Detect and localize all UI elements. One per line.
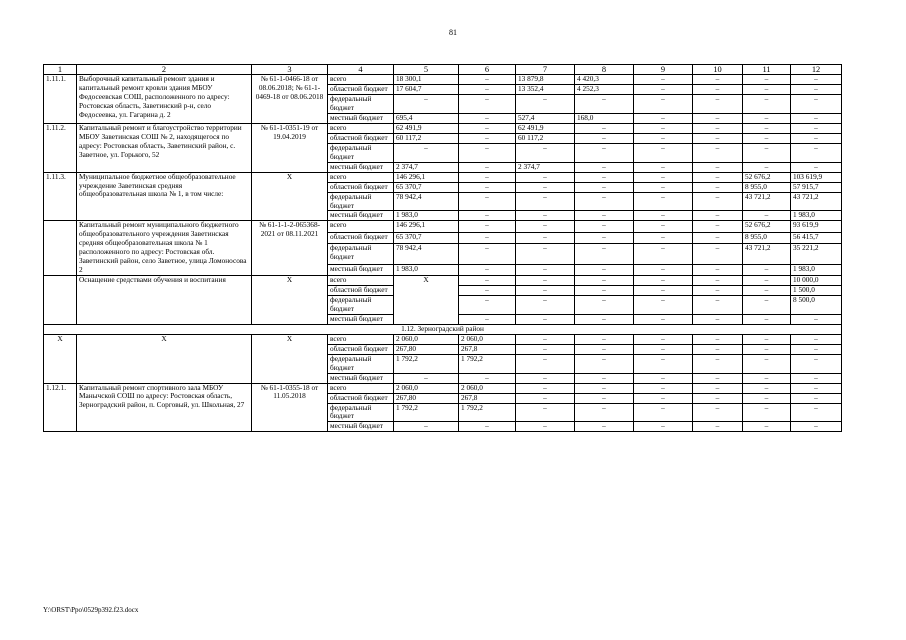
value-cell: 267,8	[459, 393, 516, 403]
value-cell: –	[791, 334, 842, 344]
value-cell: –	[791, 383, 842, 393]
value-cell: –	[516, 334, 575, 344]
value-cell: –	[516, 182, 575, 192]
table-row	[44, 383, 842, 393]
item-document: Х	[252, 275, 328, 324]
value-cell: –	[575, 211, 634, 221]
value-cell: –	[743, 85, 791, 95]
value-cell: –	[743, 354, 791, 373]
value-cell: 65 370,7	[394, 182, 459, 192]
value-cell: –	[693, 192, 743, 211]
funding-source-label: местный бюджет	[328, 211, 394, 221]
column-header: 4	[328, 65, 394, 75]
value-cell: –	[791, 95, 842, 114]
value-cell: 43 721,2	[743, 243, 791, 264]
value-cell: –	[575, 285, 634, 295]
value-cell: –	[743, 211, 791, 221]
value-cell: –	[575, 243, 634, 264]
value-cell: 695,4	[394, 113, 459, 123]
funding-source-label: местный бюджет	[328, 113, 394, 123]
value-cell: –	[459, 123, 516, 133]
value-cell: –	[791, 393, 842, 403]
funding-source-label: местный бюджет	[328, 314, 394, 324]
column-header: 7	[516, 65, 575, 75]
value-cell: –	[743, 295, 791, 314]
value-cell: –	[575, 422, 634, 432]
value-cell: –	[743, 383, 791, 393]
value-cell: –	[693, 264, 743, 275]
value-cell: –	[459, 75, 516, 85]
value-cell: –	[743, 373, 791, 383]
value-cell: –	[575, 143, 634, 162]
funding-source-label: областной бюджет	[328, 285, 394, 295]
item-document: № 61-1-0466-18 от 08.06.2018; № 61-1-0469-18 от 08.06.2018	[252, 75, 328, 124]
value-cell: –	[459, 264, 516, 275]
value-cell: 1 792,2	[394, 354, 459, 373]
value-cell: 13 352,4	[516, 85, 575, 95]
value-cell: 527,4	[516, 113, 575, 123]
value-cell: –	[743, 403, 791, 422]
funding-source-label: областной бюджет	[328, 85, 394, 95]
value-cell: –	[459, 295, 516, 314]
value-cell: –	[791, 403, 842, 422]
value-cell: –	[791, 113, 842, 123]
value-cell: –	[516, 143, 575, 162]
value-cell: –	[693, 95, 743, 114]
value-cell: –	[394, 422, 459, 432]
table-row	[44, 221, 842, 232]
value-cell: 2 374,7	[394, 162, 459, 172]
value-cell: –	[634, 95, 693, 114]
value-cell: 146 296,1	[394, 221, 459, 232]
value-cell: –	[693, 143, 743, 162]
funding-source-label: федеральный бюджет	[328, 403, 394, 422]
value-cell: –	[743, 264, 791, 275]
item-number	[44, 221, 77, 275]
value-cell: –	[634, 182, 693, 192]
funding-source-label: федеральный бюджет	[328, 354, 394, 373]
value-cell: –	[743, 143, 791, 162]
value-cell: –	[459, 285, 516, 295]
funding-source-label: всего	[328, 221, 394, 232]
value-cell: 267,80	[394, 393, 459, 403]
funding-source-label: областной бюджет	[328, 344, 394, 354]
item-document: Х	[252, 172, 328, 221]
value-cell: –	[516, 314, 575, 324]
item-document: Х	[252, 334, 328, 383]
value-cell: 267,80	[394, 344, 459, 354]
funding-source-label: федеральный бюджет	[328, 95, 394, 114]
value-cell: –	[459, 232, 516, 243]
funding-source-label: областной бюджет	[328, 133, 394, 143]
item-name: Муниципальное бюджетное общеобразовательное учреждение Заветинская средняя общеобразовательная школа № 1, в том числе:	[77, 172, 252, 221]
value-cell: –	[516, 275, 575, 285]
value-cell: –	[634, 75, 693, 85]
value-cell: –	[394, 143, 459, 162]
value-cell: –	[743, 162, 791, 172]
file-path-footer: Y:\ORST\Ppo\0529p392.f23.docx	[43, 606, 139, 614]
value-cell: –	[516, 403, 575, 422]
value-cell: –	[634, 285, 693, 295]
funding-source-label: областной бюджет	[328, 393, 394, 403]
value-cell: –	[791, 133, 842, 143]
value-cell: –	[693, 403, 743, 422]
value-cell: –	[575, 182, 634, 192]
value-cell: 2 374,7	[516, 162, 575, 172]
value-cell: –	[634, 243, 693, 264]
value-cell: 10 000,0	[791, 275, 842, 285]
value-cell: –	[791, 75, 842, 85]
table-row	[44, 172, 842, 182]
value-cell: –	[693, 422, 743, 432]
funding-source-label: местный бюджет	[328, 162, 394, 172]
value-cell: –	[634, 232, 693, 243]
value-cell: 8 955,0	[743, 232, 791, 243]
value-cell: –	[575, 373, 634, 383]
value-cell: –	[575, 172, 634, 182]
value-cell: –	[693, 243, 743, 264]
value-cell: –	[459, 172, 516, 182]
value-cell: –	[743, 123, 791, 133]
value-cell: –	[459, 182, 516, 192]
funding-source-label: всего	[328, 172, 394, 182]
value-cell: –	[459, 422, 516, 432]
value-cell: –	[634, 264, 693, 275]
funding-source-label: областной бюджет	[328, 182, 394, 192]
table-row	[44, 75, 842, 85]
value-cell: –	[634, 393, 693, 403]
value-cell: –	[516, 172, 575, 182]
value-cell: –	[693, 182, 743, 192]
value-cell: –	[791, 123, 842, 133]
value-cell: –	[634, 221, 693, 232]
value-cell: –	[634, 85, 693, 95]
value-cell: –	[394, 373, 459, 383]
value-cell: –	[575, 354, 634, 373]
value-cell: –	[634, 162, 693, 172]
value-cell: –	[575, 192, 634, 211]
merged-total-cell: Х	[394, 275, 459, 324]
value-cell: 267,8	[459, 344, 516, 354]
funding-source-label: местный бюджет	[328, 373, 394, 383]
funding-source-label: федеральный бюджет	[328, 192, 394, 211]
value-cell: –	[516, 221, 575, 232]
value-cell: 52 676,2	[743, 221, 791, 232]
value-cell: –	[634, 133, 693, 143]
value-cell: –	[743, 314, 791, 324]
value-cell: –	[575, 275, 634, 285]
column-header-row	[44, 65, 842, 75]
item-number: 1.11.3.	[44, 172, 77, 221]
item-number: 1.11.2.	[44, 123, 77, 172]
value-cell: –	[575, 314, 634, 324]
value-cell: 78 942,4	[394, 192, 459, 211]
value-cell: –	[459, 221, 516, 232]
item-name: Оснащение средствами обучения и воспитания	[77, 275, 252, 324]
value-cell: –	[516, 285, 575, 295]
value-cell: –	[693, 172, 743, 182]
value-cell: –	[575, 133, 634, 143]
value-cell: –	[575, 264, 634, 275]
column-header: 6	[459, 65, 516, 75]
value-cell: –	[743, 95, 791, 114]
value-cell: 60 117,2	[394, 133, 459, 143]
value-cell: –	[693, 85, 743, 95]
value-cell: 93 619,9	[791, 221, 842, 232]
value-cell: –	[575, 123, 634, 133]
value-cell: –	[634, 383, 693, 393]
item-name: Капитальный ремонт муниципального бюджетного общеобразовательного учреждения Заветинская средняя общеобразовательная школа № 1 расположенного по адресу: Ростовская обл. Заветинский район, село Заветное, улица Ломоносова 2	[77, 221, 252, 275]
value-cell: 2 060,0	[459, 334, 516, 344]
value-cell: –	[693, 275, 743, 285]
funding-source-label: федеральный бюджет	[328, 295, 394, 314]
table-row	[44, 275, 842, 285]
value-cell: –	[459, 113, 516, 123]
item-number: 1.11.1.	[44, 75, 77, 124]
value-cell: 4 420,3	[575, 75, 634, 85]
value-cell: –	[693, 373, 743, 383]
value-cell: –	[693, 75, 743, 85]
value-cell: –	[516, 264, 575, 275]
value-cell: –	[575, 344, 634, 354]
value-cell: –	[791, 162, 842, 172]
item-number: Х	[44, 334, 77, 383]
table-row	[44, 334, 842, 344]
item-name: Выборочный капитальный ремонт здания и капитальный ремонт кровли здания МБОУ Федосеевская СОШ, расположенного по адресу: Ростовская область, Заветинский р-н, село Федосеевка, ул. Гагарина д. 2	[77, 75, 252, 124]
value-cell: –	[459, 243, 516, 264]
value-cell: –	[743, 285, 791, 295]
table-row	[44, 123, 842, 133]
value-cell: –	[693, 383, 743, 393]
value-cell: 1 792,2	[394, 403, 459, 422]
value-cell: 78 942,4	[394, 243, 459, 264]
funding-source-label: местный бюджет	[328, 264, 394, 275]
value-cell: –	[575, 162, 634, 172]
value-cell: 4 252,3	[575, 85, 634, 95]
value-cell: –	[516, 243, 575, 264]
column-header: 8	[575, 65, 634, 75]
value-cell: –	[791, 314, 842, 324]
value-cell: –	[634, 192, 693, 211]
column-header: 3	[252, 65, 328, 75]
value-cell: –	[575, 221, 634, 232]
value-cell: 2 060,0	[394, 383, 459, 393]
value-cell: –	[693, 221, 743, 232]
item-name: Капитальный ремонт и благоустройство территории МБОУ Заветинская СОШ № 2, находящегося по адресу: Ростовская область, Заветинский район, с. Заветное, ул. Горького, 52	[77, 123, 252, 172]
value-cell: –	[743, 422, 791, 432]
value-cell: 168,0	[575, 113, 634, 123]
value-cell: –	[516, 344, 575, 354]
item-name: Х	[77, 334, 252, 383]
funding-source-label: местный бюджет	[328, 422, 394, 432]
value-cell: 1 792,2	[459, 354, 516, 373]
value-cell: –	[693, 113, 743, 123]
value-cell: –	[516, 192, 575, 211]
value-cell: –	[516, 232, 575, 243]
column-header: 10	[693, 65, 743, 75]
section-title: 1.12. Зерноградский район	[44, 324, 842, 334]
value-cell: 65 370,7	[394, 232, 459, 243]
value-cell: 43 721,2	[743, 192, 791, 211]
value-cell: –	[693, 232, 743, 243]
value-cell: 8 955,0	[743, 182, 791, 192]
value-cell: –	[575, 403, 634, 422]
value-cell: –	[516, 393, 575, 403]
value-cell: –	[575, 334, 634, 344]
value-cell: –	[634, 143, 693, 162]
value-cell: 62 491,9	[394, 123, 459, 133]
value-cell: –	[791, 373, 842, 383]
value-cell: –	[693, 162, 743, 172]
item-document: № 61-1-0355-18 от 11.05.2018	[252, 383, 328, 432]
value-cell: –	[791, 85, 842, 95]
value-cell: –	[743, 344, 791, 354]
funding-source-label: всего	[328, 275, 394, 285]
value-cell: –	[634, 334, 693, 344]
value-cell: –	[516, 295, 575, 314]
funding-source-label: всего	[328, 334, 394, 344]
value-cell: 43 721,2	[791, 192, 842, 211]
funding-source-label: всего	[328, 123, 394, 133]
value-cell: –	[516, 354, 575, 373]
section-row	[44, 324, 842, 334]
value-cell: –	[459, 143, 516, 162]
value-cell: –	[791, 422, 842, 432]
funding-source-label: федеральный бюджет	[328, 143, 394, 162]
value-cell: –	[394, 95, 459, 114]
value-cell: –	[634, 211, 693, 221]
value-cell: –	[693, 133, 743, 143]
value-cell: –	[743, 113, 791, 123]
value-cell: 1 792,2	[459, 403, 516, 422]
column-header: 12	[791, 65, 842, 75]
value-cell: –	[634, 354, 693, 373]
value-cell: –	[516, 383, 575, 393]
value-cell: –	[459, 95, 516, 114]
page-number: 81	[449, 28, 457, 37]
value-cell: –	[459, 192, 516, 211]
value-cell: –	[693, 295, 743, 314]
value-cell: –	[516, 373, 575, 383]
item-name: Капитальный ремонт спортивного зала МБОУ Манычской СОШ по адресу: Ростовская область, Зерноградский район, п. Сорговый, ул. Школьная, 27	[77, 383, 252, 432]
column-header: 11	[743, 65, 791, 75]
value-cell: –	[516, 95, 575, 114]
value-cell: –	[459, 162, 516, 172]
value-cell: –	[791, 354, 842, 373]
value-cell: –	[575, 295, 634, 314]
value-cell: –	[575, 95, 634, 114]
value-cell: –	[634, 123, 693, 133]
value-cell: –	[575, 383, 634, 393]
value-cell: –	[634, 172, 693, 182]
value-cell: 56 415,7	[791, 232, 842, 243]
value-cell: 18 300,1	[394, 75, 459, 85]
value-cell: –	[693, 354, 743, 373]
value-cell: –	[575, 393, 634, 403]
value-cell: –	[791, 143, 842, 162]
value-cell: –	[693, 344, 743, 354]
funding-source-label: всего	[328, 383, 394, 393]
value-cell: –	[634, 275, 693, 285]
column-header: 2	[77, 65, 252, 75]
value-cell: –	[516, 211, 575, 221]
value-cell: 1 983,0	[394, 211, 459, 221]
value-cell: 146 296,1	[394, 172, 459, 182]
value-cell: –	[634, 373, 693, 383]
column-header: 5	[394, 65, 459, 75]
item-number	[44, 275, 77, 324]
value-cell: 2 060,0	[394, 334, 459, 344]
funding-source-label: областной бюджет	[328, 232, 394, 243]
value-cell: –	[459, 373, 516, 383]
item-document: № 61-1-0351-19 от 19.04.2019	[252, 123, 328, 172]
value-cell: –	[459, 314, 516, 324]
value-cell: –	[634, 113, 693, 123]
value-cell: –	[743, 133, 791, 143]
value-cell: 17 604,7	[394, 85, 459, 95]
value-cell: –	[634, 403, 693, 422]
value-cell: –	[459, 85, 516, 95]
value-cell: –	[743, 393, 791, 403]
value-cell: –	[459, 133, 516, 143]
value-cell: –	[693, 314, 743, 324]
value-cell: –	[634, 314, 693, 324]
value-cell: –	[459, 211, 516, 221]
value-cell: –	[791, 344, 842, 354]
value-cell: –	[693, 334, 743, 344]
value-cell: –	[743, 334, 791, 344]
value-cell: –	[693, 211, 743, 221]
value-cell: 35 221,2	[791, 243, 842, 264]
value-cell: –	[575, 232, 634, 243]
funding-source-label: федеральный бюджет	[328, 243, 394, 264]
item-document: № 61-1-1-2-065368-2021 от 08.11.2021	[252, 221, 328, 275]
value-cell: 103 619,9	[791, 172, 842, 182]
value-cell: 60 117,2	[516, 133, 575, 143]
value-cell: 1 983,0	[791, 264, 842, 275]
value-cell: –	[459, 275, 516, 285]
value-cell: –	[693, 123, 743, 133]
value-cell: –	[634, 344, 693, 354]
value-cell: 13 879,8	[516, 75, 575, 85]
value-cell: –	[693, 285, 743, 295]
funding-table	[43, 64, 842, 432]
value-cell: –	[743, 75, 791, 85]
value-cell: 2 060,0	[459, 383, 516, 393]
value-cell: 8 500,0	[791, 295, 842, 314]
value-cell: –	[743, 275, 791, 285]
value-cell: 62 491,9	[516, 123, 575, 133]
funding-source-label: всего	[328, 75, 394, 85]
value-cell: –	[634, 422, 693, 432]
value-cell: 52 676,2	[743, 172, 791, 182]
value-cell: 1 983,0	[394, 264, 459, 275]
value-cell: –	[634, 295, 693, 314]
value-cell: 57 915,7	[791, 182, 842, 192]
value-cell: 1 983,0	[791, 211, 842, 221]
column-header: 9	[634, 65, 693, 75]
item-number: 1.12.1.	[44, 383, 77, 432]
column-header: 1	[44, 65, 77, 75]
value-cell: –	[693, 393, 743, 403]
value-cell: 1 500,0	[791, 285, 842, 295]
value-cell: –	[516, 422, 575, 432]
